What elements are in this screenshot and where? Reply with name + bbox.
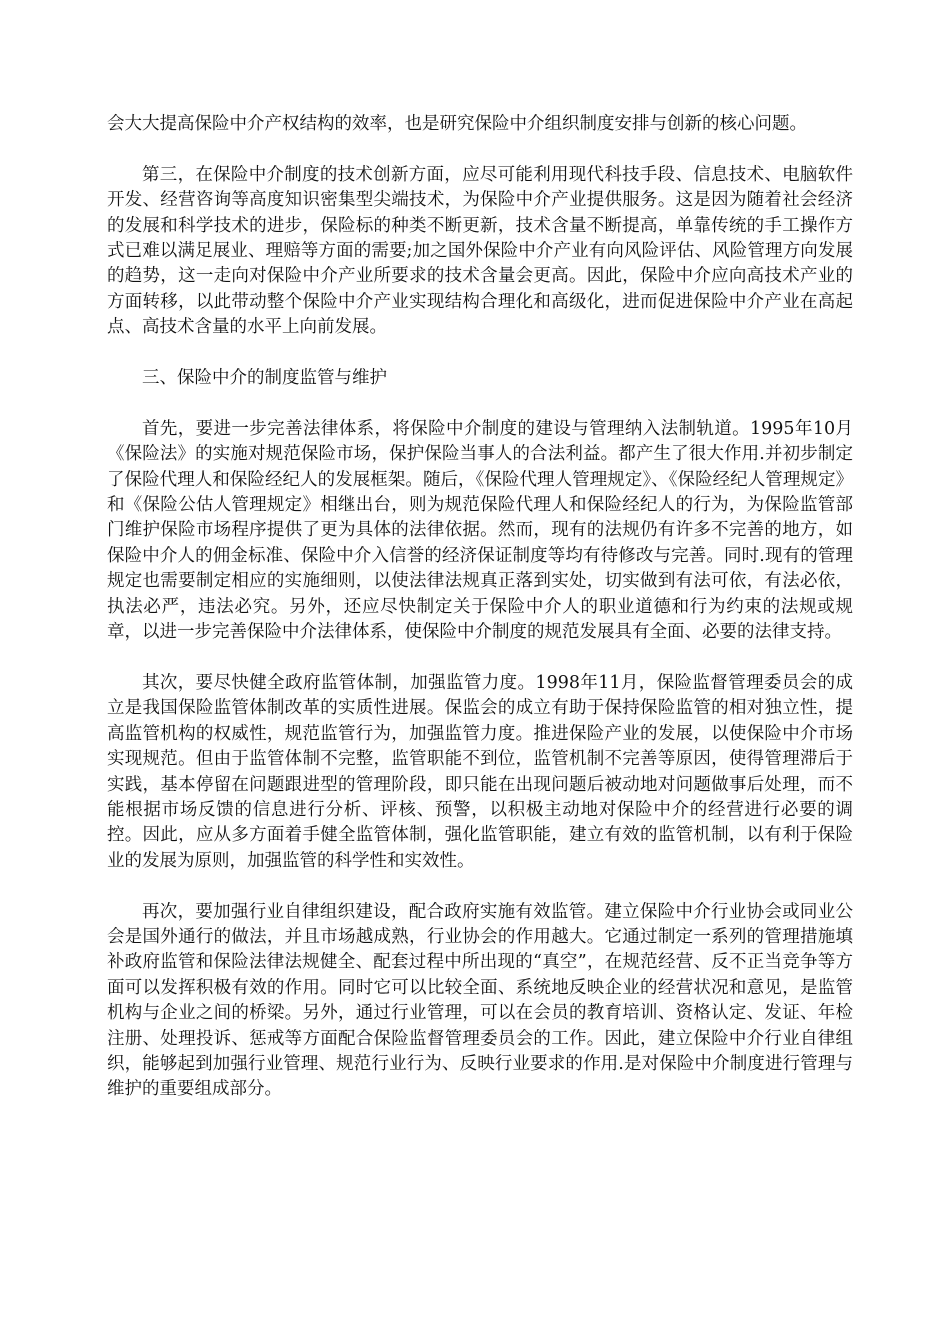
paragraph-industry-self-regulation: 再次，要加强行业自律组织建设，配合政府实施有效监管。建立保险中介行业协会或同业公会是国外通行的做法，并且市场越成熟，行业协会的作用越大。它通过制定一系列的管理措施填补政府监管和保险法律法规健全、配套过程中所出现的“真空”，在规范经营、反不正当竞争等方面可以发挥积极有效的作用。同时它可以比较全面、系统地反映企业的经营状况和意见，是监管机构与企业之间的桥梁。另外，通过行业管理，可以在会员的教育培训、资格认定、发证、年检注册、处理投诉、惩戒等方面配合保险监督管理委员会的工作。因此，建立保险中介行业自律组织，能够起到加强行业管理、规范行业行为、反映行业要求的作用.是对保险中介制度进行管理与维护的重要组成部分。 (107, 901, 853, 1100)
paragraph-government-regulation: 其次，要尽快健全政府监管体制，加强监管力度。1998年11月，保险监督管理委员会的成立是我国保险监管体制改革的实质性进展。保监会的成立有助于保持保险监管的相对独立性，提高监管机构的权威性，规范监管行为，加强监管力度。推进保险产业的发展，以使保险中介市场实现规范。但由于监管体制不完整，监管职能不到位，监管机制不完善等原因，使得管理滞后于实践，基本停留在问题跟进型的管理阶段，即只能在出现问题后被动地对问题做事后处理，而不能根据市场反馈的信息进行分析、评核、预警，以积极主动地对保险中介的经营进行必要的调控。因此，应从多方面着手健全监管体制，强化监管职能，建立有效的监管机制，以有利于保险业的发展为原则，加强监管的科学性和实效性。 (107, 672, 853, 871)
section-heading: 三、保险中介的制度监管与维护 (142, 368, 387, 389)
paragraph-legal-system: 首先，要进一步完善法律体系，将保险中介制度的建设与管理纳入法制轨道。1995年10月《保险法》的实施对规范保险市场，保护保险当事人的合法利益。都产生了很大作用.并初步制定了保险代理人和保险经纪人的发展框架。随后，《保险代理人管理规定》、《保险经纪人管理规定》和《保险公估人管理规定》相继出台，则为规范保险代理人和保险经纪人的行为，为保险监管部门维护保险市场程序提供了更为具体的法律依据。然而，现有的法规仍有许多不完善的地方，如保险中介人的佣金标准、保险中介入信誉的经济保证制度等均有待修改与完善。同时.现有的管理规定也需要制定相应的实施细则，以使法律法规真正落到实处，切实做到有法可依，有法必依，执法必严，违法必究。另外，还应尽快制定关于保险中介人的职业道德和行为约束的法规或规章，以进一步完善保险中介法律体系，使保险中介制度的规范发展具有全面、必要的法律支持。 (107, 418, 853, 643)
paragraph-technical-innovation: 第三，在保险中介制度的技术创新方面，应尽可能利用现代科技手段、信息技术、电脑软件开发、经营咨询等高度知识密集型尖端技术，为保险中介产业提供服务。这是因为随着社会经济的发展和科学技术的进步，保险标的种类不断更新，技术含量不断提高，单靠传统的手工操作方式已难以满足展业、理赔等方面的需要;加之国外保险中介产业有向风险评估、风险管理方向发展的趋势，这一走向对保险中介产业所要求的技术含量会更高。因此，保险中介应向高技术产业的方面转移，以此带动整个保险中介产业实现结构合理化和高级化，进而促进保险中介产业在高起点、高技术含量的水平上向前发展。 (107, 164, 853, 338)
paragraph-continuation: 会大大提高保险中介产权结构的效率，也是研究保险中介组织制度安排与创新的核心问题。 (107, 114, 807, 134)
document-page (107, 112, 853, 1128)
